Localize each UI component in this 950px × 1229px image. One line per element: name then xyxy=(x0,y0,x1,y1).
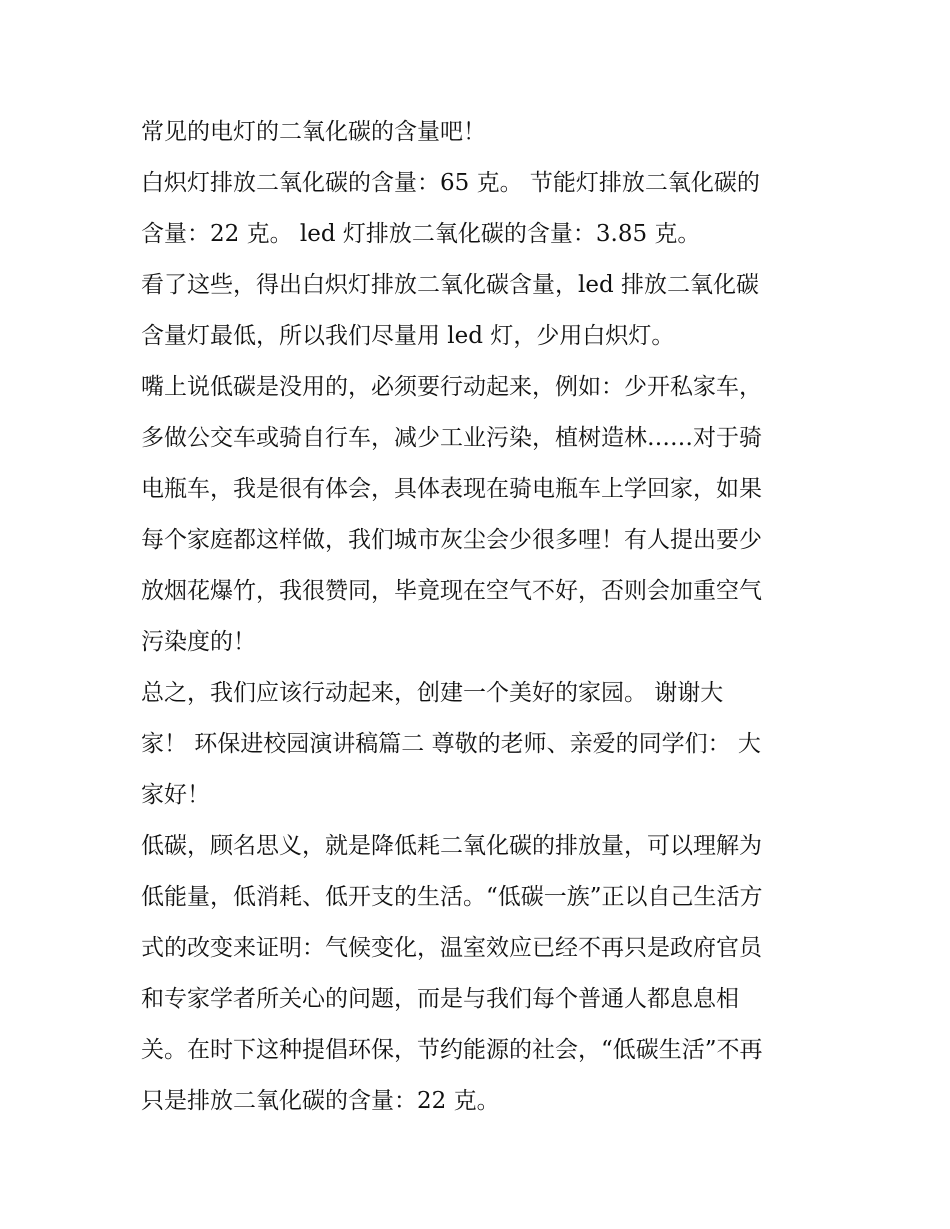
text-line: 总之，我们应该行动起来，创建一个美好的家园。 谢谢大 xyxy=(141,680,724,706)
text-line: 嘴上说低碳是没用的，必须要行动起来，例如：少开私家车， xyxy=(141,374,762,400)
text-line: 只是排放二氧化碳的含量：22 克。 xyxy=(141,1088,500,1114)
text-line: 含量灯最低，所以我们尽量用 led 灯，少用白炽灯。 xyxy=(141,323,675,349)
text-line: 和专家学者所关心的问题，而是与我们每个普通人都息息相 xyxy=(141,986,739,1012)
text-line: 含量：22 克。 led 灯排放二氧化碳的含量：3.85 克。 xyxy=(141,221,701,247)
text-line: 每个家庭都这样做，我们城市灰尘会少很多哩！有人提出要少 xyxy=(141,527,762,553)
text-line: 低能量，低消耗、低开支的生活。“低碳一族”正以自己生活方 xyxy=(141,884,763,910)
text-line: 家！ 环保进校园演讲稿篇二 尊敬的老师、亲爱的同学们： 大 xyxy=(141,731,761,757)
text-line: 常见的电灯的二氧化碳的含量吧！ xyxy=(141,119,486,145)
document-body xyxy=(141,107,821,1127)
text-line: 家好！ xyxy=(141,782,210,808)
text-line: 污染度的！ xyxy=(141,629,256,655)
text-line: 放烟花爆竹，我很赞同，毕竟现在空气不好，否则会加重空气 xyxy=(141,578,762,604)
text-line: 看了这些，得出白炽灯排放二氧化碳含量，led 排放二氧化碳 xyxy=(141,272,760,298)
text-line: 式的改变来证明：气候变化，温室效应已经不再只是政府官员 xyxy=(141,935,762,961)
text-line: 电瓶车，我是很有体会，具体表现在骑电瓶车上学回家，如果 xyxy=(141,476,762,502)
text-line: 关。在时下这种提倡环保，节约能源的社会，“低碳生活”不再 xyxy=(141,1037,763,1063)
text-line: 多做公交车或骑自行车，减少工业污染，植树造林……对于骑 xyxy=(141,425,762,451)
text-line: 白炽灯排放二氧化碳的含量：65 克。 节能灯排放二氧化碳的 xyxy=(141,170,760,196)
text-line: 低碳，顾名思义，就是降低耗二氧化碳的排放量，可以理解为 xyxy=(141,833,762,859)
